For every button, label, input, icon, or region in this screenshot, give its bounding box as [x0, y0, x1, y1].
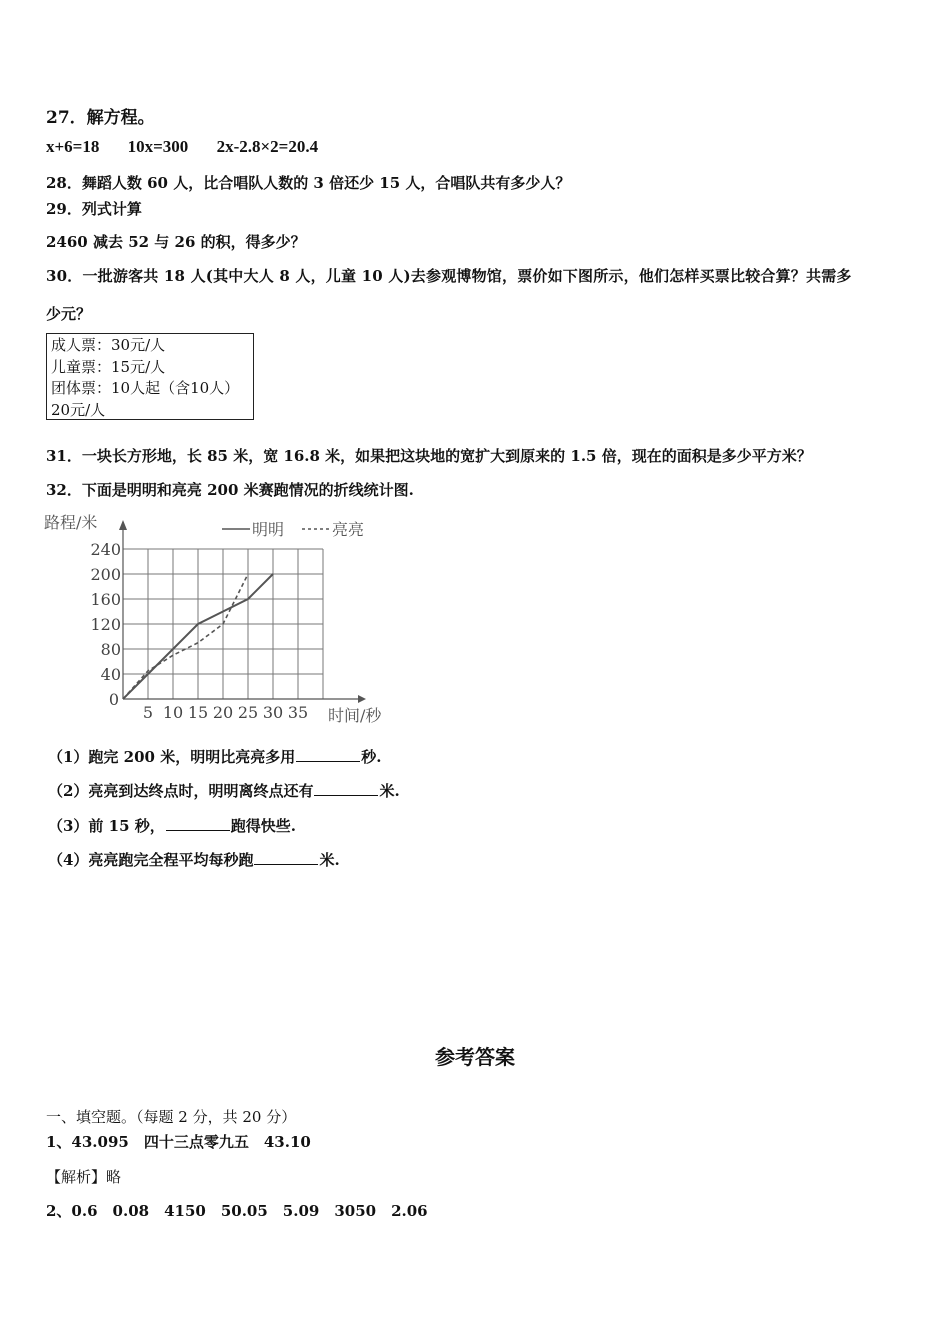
q29-body: 2460 减去 52 与 26 的积，得多少？ — [46, 233, 306, 251]
equation-1: x+6=18 — [46, 137, 100, 156]
x-tick-label: 30 — [262, 703, 284, 722]
answer-blank-3[interactable] — [166, 829, 230, 831]
x-tick-label: 15 — [187, 703, 209, 722]
answer-analysis: 【解析】略 — [46, 1168, 122, 1186]
sub4-post: 米. — [319, 851, 340, 869]
x-axis-arrow — [358, 695, 366, 703]
origin-label: 0 — [108, 690, 119, 709]
q32-sub4 — [48, 849, 340, 870]
y-tick-label: 200 — [90, 565, 121, 584]
q30-line2: 少元？ — [46, 305, 92, 323]
answers-section1: 一、填空题。（每题 2 分，共 20 分） — [46, 1108, 297, 1126]
sub4-pre: （4）亮亮跑完全程平均每秒跑 — [48, 851, 254, 869]
x-tick-label: 35 — [287, 703, 309, 722]
x-tick-label: 10 — [162, 703, 184, 722]
y-tick-label: 80 — [100, 640, 121, 659]
price-child: 儿童票：15元/人 — [51, 357, 166, 376]
y-tick-label: 40 — [100, 665, 121, 684]
q32-sub3 — [48, 815, 296, 836]
sub2-pre: （2）亮亮到达终点时，明明离终点还有 — [48, 782, 314, 800]
y-tick-label: 240 — [90, 540, 121, 559]
sub1-post: 秒. — [361, 748, 382, 766]
answers-title: 参考答案 — [435, 1045, 515, 1069]
price-adult: 成人票：30元/人 — [51, 336, 166, 354]
answer-blank-1[interactable] — [296, 760, 360, 762]
q32-sub2 — [48, 780, 400, 801]
sub1-pre: （1）跑完 200 米，明明比亮亮多用 — [48, 748, 296, 766]
legend-label-2: 亮亮 — [332, 520, 365, 539]
equation-2: 10x=300 — [127, 137, 189, 156]
answer-1: 1、43.095 四十三点零九五 43.10 — [46, 1133, 311, 1151]
price-table — [46, 333, 254, 420]
price-group: 团体票：10人起（含10人） — [51, 379, 240, 397]
sub2-post: 米. — [379, 782, 400, 800]
x-tick-label: 25 — [237, 703, 259, 722]
q27-title: 27．解方程。 — [46, 108, 155, 128]
answer-blank-2[interactable] — [314, 794, 378, 796]
q31-text: 31．一块长方形地，长 85 米，宽 16.8 米，如果把这块地的宽扩大到原来的 1.5 倍，现在的面积是多少平方米？ — [46, 447, 812, 465]
equation-3: 2x-2.8×2=20.4 — [216, 137, 319, 156]
answer-2: 2、0.6 0.08 4150 50.05 5.09 3050 2.06 — [46, 1202, 428, 1220]
q32-sub1 — [48, 746, 381, 767]
sub3-post: 跑得快些. — [230, 817, 296, 835]
q28-text: 28．舞蹈人数 60 人，比合唱队人数的 3 倍还少 15 人，合唱队共有多少人？ — [46, 174, 571, 192]
q29-title: 29．列式计算 — [46, 200, 142, 218]
x-axis-label: 时间/秒 — [328, 706, 382, 725]
price-group-rate: 20元/人 — [51, 400, 106, 419]
q27-equations — [46, 137, 342, 157]
race-line-chart — [40, 508, 410, 728]
y-axis-label: 路程/米 — [44, 513, 98, 532]
y-tick-label: 120 — [90, 615, 121, 634]
q30-line1: 30．一批游客共 18 人(其中大人 8 人，儿童 10 人)去参观博物馆，票价如下图所示，他们怎样买票比较合算？共需多 — [46, 267, 852, 285]
chart-labels — [44, 513, 382, 725]
q32-title: 32．下面是明明和亮亮 200 米赛跑情况的折线统计图. — [46, 481, 414, 499]
y-tick-label: 160 — [90, 590, 121, 609]
answer-blank-4[interactable] — [254, 863, 318, 865]
x-tick-label: 20 — [212, 703, 234, 722]
sub3-pre: （3）前 15 秒， — [48, 817, 165, 835]
x-tick-label: 5 — [142, 703, 154, 722]
chart-axes — [119, 520, 366, 703]
legend-label-1: 明明 — [252, 520, 285, 539]
y-axis-arrow — [119, 520, 127, 530]
